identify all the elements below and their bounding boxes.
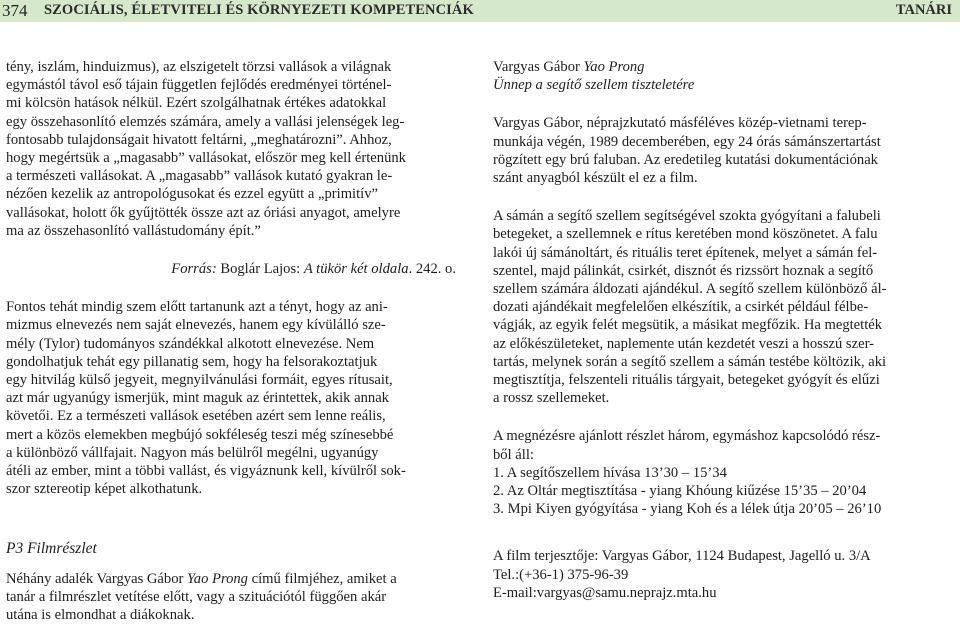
email-line: E-mail:vargyas@samu.neprajz.mta.hu (493, 584, 717, 601)
text-line: tény, iszlám, hinduizmus), az elszigetelt törzsi vallások a világnak (6, 59, 392, 75)
source-citation (6, 260, 470, 278)
page-header (0, 0, 960, 22)
text-line: vallásokat, holott ők gyűjtötték össze azt az óriási anyagot, amelyre (6, 204, 401, 221)
phone-line: Tel.:(+36-1) 375-96-39 (493, 566, 629, 583)
text-line: munkája végén, 1989 decemberében, egy 24 órás sámánszertartást (493, 133, 881, 150)
film-intro-paragraph (6, 570, 470, 625)
film-author: Vargyas Gábor (493, 59, 584, 75)
film-subtitle: Ünnep a segítő szellem tiszteletére (493, 77, 695, 94)
quote-paragraph (6, 58, 470, 240)
segment-item: 3. Mpi Kiyen gyógyítása - yiang Koh és a lélek útja 20’05 – 26’10 (493, 501, 882, 518)
left-column (6, 58, 470, 624)
text-line: szellem számára áldozati ajándékul. A segítő szellem különböző ál- (493, 281, 887, 298)
body-paragraph (6, 298, 470, 498)
text-line: A sámán a segítő szellem segítségével szokta gyógyítani a falubeli (493, 208, 881, 225)
text-line: mert a közös elemekben megbújó sokféleség teszi még színesebbé (6, 426, 394, 443)
source-title: A tükör két oldala (303, 261, 409, 278)
audience-label: TANÁRI (895, 2, 952, 18)
source-author: Boglár Lajos: (216, 261, 304, 278)
text-line: egy összehasonlító elemzés számára, amely a vallási jelenségek leg- (6, 113, 405, 130)
ritual-description (493, 207, 953, 407)
text-line: a különböző vállfajait. Nagyon más belülről megélni, ugyanúgy (6, 444, 379, 461)
text-line: tartás, melynek során a segítő szellem a sámán testébe költözik, aki (493, 353, 887, 370)
text-line: a rossz szellemeket. (493, 390, 610, 407)
text-line: utána is elmondhat a diákoknak. (6, 607, 195, 624)
distributor-line: A film terjesztője: Vargyas Gábor, 1124 Budapest, Jagelló u. 3/A (493, 548, 871, 565)
text-line: a természeti vallásokat. A „magasabb” vallások kutató gyakran le- (6, 168, 393, 185)
text-line: lakói új sámánoltárt, és rituális teret építenek, melyet a sámán fel- (493, 244, 878, 261)
text-line: Vargyas Gábor, néprajzkutató másféléves közép-vietnami terep- (493, 115, 867, 132)
film-title: Yao Prong (583, 59, 645, 75)
text-line: azt már ugyanúgy ismerjük, mint maguk az érintettek, akik annak (6, 390, 389, 407)
text-line: A megnézésre ajánlott részlet három, egymáshoz kapcsolódó rész- (493, 428, 881, 445)
recommended-segments (493, 427, 953, 518)
text-line: betegeket, a szellemnek e rítus keretében mond köszönetet. A falu (493, 226, 878, 243)
text-line: rögzített egy brú faluban. Az eredetileg kutatási dokumentációnak (493, 151, 878, 168)
segment-item: 2. Az Oltár megtisztítása - yiang Khóung kiűzése 15’35 – 20’04 (493, 483, 867, 500)
segment-item: 1. A segítőszellem hívása 13’30 – 15’34 (493, 464, 727, 481)
section-title: SZOCIÁLIS, ÉLETVITELI ÉS KÖRNYEZETI KOMPETENCIÁK (44, 2, 474, 18)
text-line: szor sztereotip képet alkothatunk. (6, 481, 203, 498)
text-line: szentel, majd pálinkát, csirkét, disznót és rizssört hoznak a segítő (493, 262, 874, 279)
source-page: . 242. o. (408, 261, 456, 278)
right-column (493, 58, 953, 602)
text-line: követői. Ez a természeti vallások esetében azért sem lenne reális, (6, 408, 386, 425)
text-line: Fontos tehát mindig szem előtt tartanunk azt a tényt, hogy az ani- (6, 299, 388, 316)
film-credit (493, 58, 953, 76)
film-description (493, 114, 953, 187)
text-line: mi kölcsön hatások nélkül. Ezért szolgálhatnak értékes adatokkal (6, 95, 387, 112)
distributor-contact (493, 547, 953, 602)
text-line: mizmus elnevezés nem saját elnevezés, hanem egy kívülálló sze- (6, 317, 386, 334)
text-line: megtisztítja, felszenteli rituális tárgyait, betegeket gyógyít és elűzi (493, 372, 880, 389)
text-line: mély (Tylor) tudományos szándékkal alkotott elnevezése. Nem (6, 335, 375, 352)
text-line: ből áll: (493, 446, 534, 463)
film-heading (493, 58, 953, 94)
page-number: 374 (2, 1, 28, 20)
text-line: szánt anyagból készült el ez a film. (493, 170, 698, 187)
text-line: Néhány adalék Vargyas Gábor Yao Prong című filmjéhez, amiket a (6, 570, 397, 587)
text-line: hogy megértsük a „magasabb” vallásokat, először meg kell értenünk (6, 150, 406, 167)
text-line: ma az összehasonlító vallástudomány épít.” (6, 222, 261, 239)
text-line: egy hitvilág külső jegyeit, megnyilvánulási formáit, egyes rítusait, (6, 372, 393, 389)
text-line: dozati ajándékait megfelelően elkészítik, a csirkét például félbe- (493, 299, 869, 316)
film-title-inline: Yao Prong (187, 570, 248, 587)
text-line: nézően kezelik az antropológusokat és ezzel együtt a „primitív” (6, 186, 378, 203)
text-line: egymástól távol eső tájain független fejlődés eredményei történel- (6, 77, 392, 94)
text-line: az előkészületeket, naplemente után kezdetét veszi a hosszú szer- (493, 335, 874, 352)
text-line: fontosabb tulajdonságait hivatott feltárni, „meghatározni”. Ahhoz, (6, 131, 392, 148)
text-line: tanár a filmrészlet vetítése előtt, vagy a szituációtól függően akár (6, 588, 387, 605)
source-label: Forrás: (171, 261, 217, 278)
text-line: vágják, az egyik felét megsütik, a másikat megfőzik. Ha megtették (493, 317, 883, 334)
text-line: átéli az ember, mint a többi vallást, és vigyáznunk kell, kívülről sok- (6, 463, 406, 480)
section-subheading: P3 Filmrészlet (6, 540, 97, 558)
text-line: gondolhatjuk tehát egy pillanatig sem, hogy ha felsorakoztatjuk (6, 353, 378, 370)
